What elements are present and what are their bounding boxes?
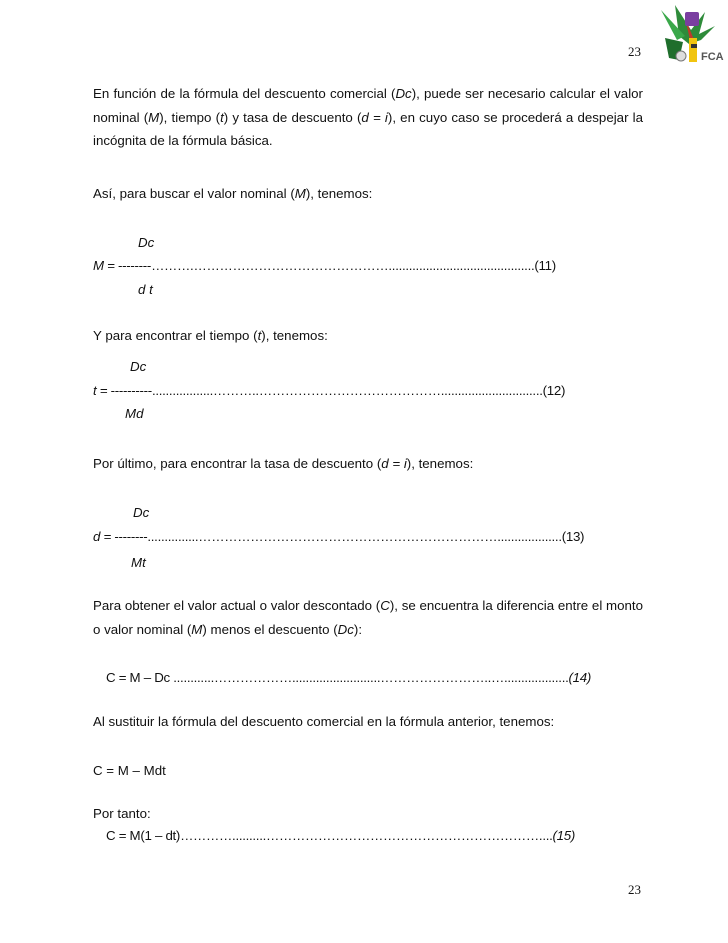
formula-14: C = M – Dc ............………………..........................……………………..…...................(14) — [106, 670, 591, 685]
paragraph-nominal-value: Así, para buscar el valor nominal (M), tenemos: — [93, 186, 373, 201]
paragraph-discount-rate: Por último, para encontrar la tasa de descuento (d = i), tenemos: — [93, 456, 474, 471]
paragraph-therefore: Por tanto: — [93, 806, 151, 821]
formula-13-numerator: Dc — [133, 505, 150, 520]
logo-text: FCA — [701, 51, 724, 63]
page-number-top: 23 — [628, 44, 641, 59]
formula-13: d = --------...............……………………………………………………………...................(13) — [93, 529, 585, 544]
formula-12: t = ----------..................………..……………………………………..............................(12) — [93, 383, 566, 398]
formula-11: M = --------……….………………………………………...........................................(11) — [93, 258, 556, 273]
formula-c-m-mdt: C = M – Mdt — [93, 763, 166, 778]
formula-11-denominator: d t — [138, 282, 153, 297]
formula-12-numerator: Dc — [130, 359, 147, 374]
fca-logo-icon — [655, 0, 728, 72]
paragraph-time: Y para encontrar el tiempo (t), tenemos: — [93, 328, 328, 343]
paragraph-substitution: Al sustituir la fórmula del descuento comercial en la fórmula anterior, tenemos: — [93, 714, 555, 729]
formula-11-numerator: Dc — [138, 235, 155, 250]
formula-12-denominator: Md — [125, 406, 144, 421]
paragraph-present-value: Para obtener el valor actual o valor descontado (C), se encuentra la diferencia entre el monto o valor nominal (M) menos el descuento (Dc): — [93, 598, 643, 637]
page-number-bottom: 23 — [628, 882, 641, 897]
paragraph-intro: En función de la fórmula del descuento comercial (Dc), puede ser necesario calcular el valor nominal (M), tiempo (t) y tasa de descuento (d = i), en cuyo caso se procederá a despejar la incógnita de la fórmula básica. — [93, 86, 644, 148]
formula-13-denominator: Mt — [131, 555, 146, 570]
formula-15: C = M(1 – dt)…………..........………………………………………………………....(15) — [106, 828, 575, 843]
